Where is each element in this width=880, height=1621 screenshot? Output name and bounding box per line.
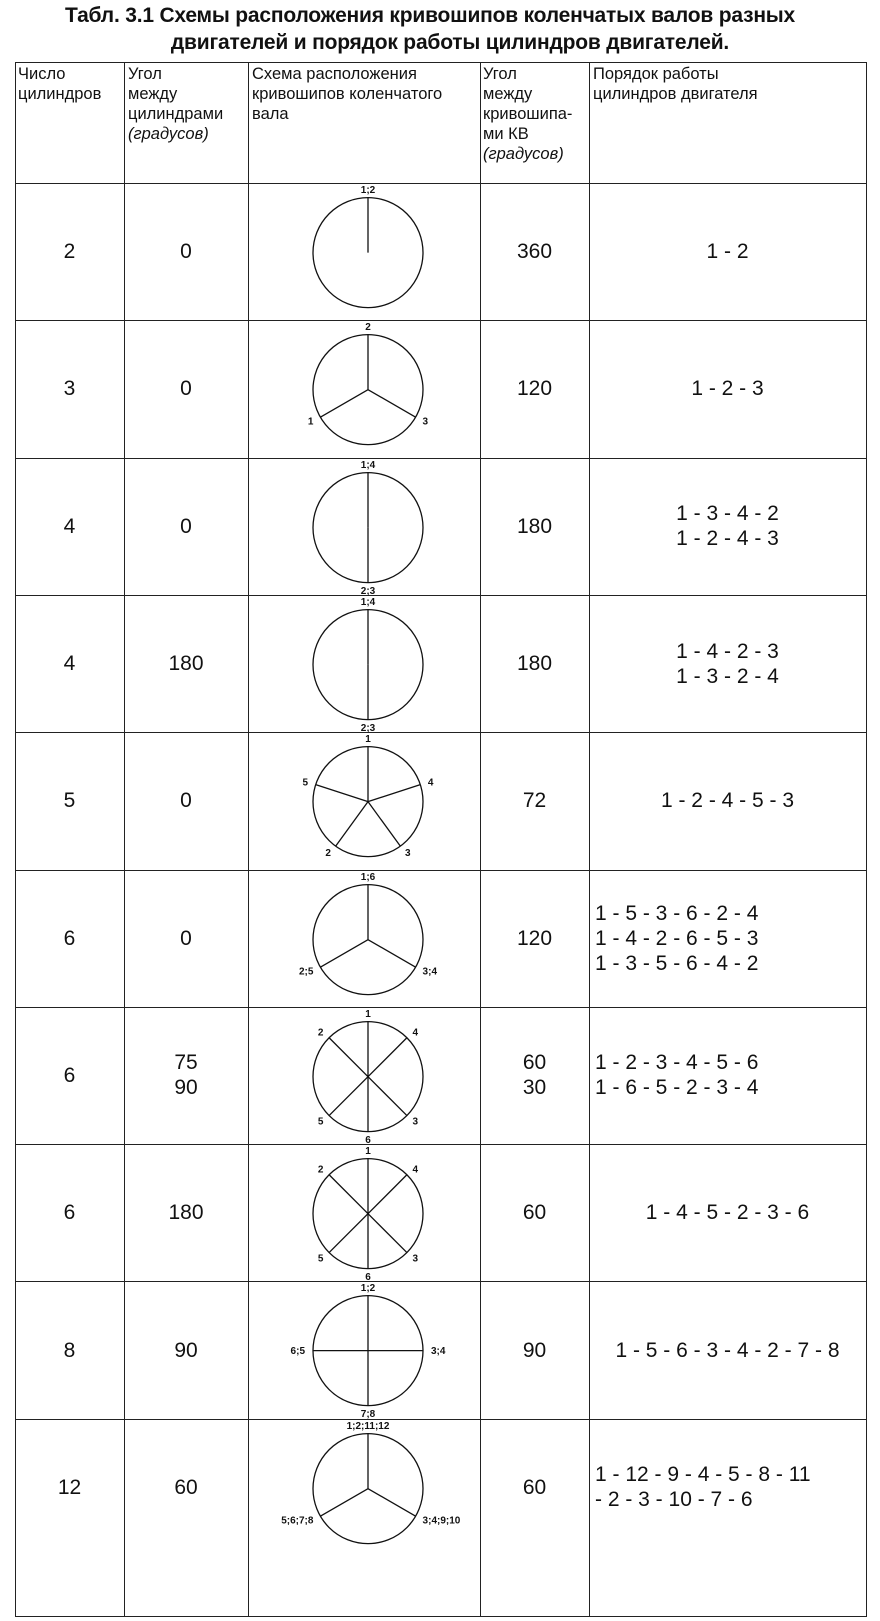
cylinder-angle-line: 180 — [168, 1201, 204, 1225]
cylinder-angle — [124, 595, 248, 732]
table-row — [15, 595, 867, 735]
crank-scheme-diagram — [248, 1007, 480, 1144]
crank-scheme — [248, 870, 480, 1007]
crank-scheme — [248, 1419, 480, 1556]
cylinder-angle-line: 0 — [180, 926, 192, 950]
crank-spoke — [368, 1175, 407, 1214]
crank-spoke — [336, 802, 368, 846]
firing-order — [589, 183, 866, 320]
crank-spoke — [329, 1214, 368, 1253]
crank-scheme-diagram — [248, 1281, 480, 1421]
crank-label: 2;5 — [298, 966, 314, 978]
cylinder-count: 8 — [63, 1338, 76, 1362]
cylinder-angle — [124, 320, 248, 457]
crank-angle-line: 120 — [516, 926, 553, 950]
crank-angle-line: 60 — [522, 1201, 547, 1225]
firing-order-line: 1 - 12 - 9 - 4 - 5 - 8 - 11 — [595, 1463, 811, 1487]
cylinder-angle — [124, 1144, 248, 1281]
crank-angle-line: 30 — [522, 1076, 547, 1100]
crank-angle-line: 180 — [516, 652, 553, 676]
crank-label: 1;6 — [360, 871, 376, 883]
crank-label: 5 — [302, 777, 309, 789]
table-row — [15, 183, 867, 320]
crank-angle — [480, 320, 589, 457]
crank-spoke — [329, 1076, 368, 1115]
header-crank-angle-unit: (градусов) — [483, 145, 564, 163]
crank-angle — [480, 1144, 589, 1281]
crank-scheme-diagram — [248, 870, 480, 1007]
crank-label: 3;4 — [422, 966, 438, 978]
crank-scheme — [248, 732, 480, 869]
cylinder-count: 6 — [63, 926, 76, 950]
crank-angle-line: 72 — [522, 789, 547, 813]
table-row — [15, 1419, 867, 1556]
firing-order-line: 1 - 2 - 4 - 3 — [676, 527, 779, 551]
crank-angle — [480, 183, 589, 320]
table-row — [15, 870, 867, 1007]
firing-order-line: 1 - 2 - 3 - 4 - 5 - 6 — [595, 1051, 759, 1075]
crank-spoke — [320, 939, 368, 967]
cylinder-count: 5 — [63, 789, 76, 813]
crank-scheme-diagram — [248, 1144, 480, 1284]
cylinder-angle-line: 0 — [180, 789, 192, 813]
cylinder-count: 4 — [63, 514, 76, 538]
firing-order — [589, 1281, 866, 1418]
crank-spoke — [368, 802, 400, 846]
crank-label: 7;8 — [360, 1409, 376, 1421]
table-border-bottom — [15, 1616, 867, 1617]
crank-label: 4 — [427, 777, 434, 789]
cylinder-angle-line: 0 — [180, 377, 192, 401]
firing-order-line: - 2 - 3 - 10 - 7 - 6 — [595, 1488, 753, 1512]
crank-label: 1;2 — [360, 1283, 376, 1295]
crank-spoke — [368, 1488, 416, 1516]
crank-spoke — [320, 390, 368, 418]
cylinder-angle — [124, 183, 248, 320]
crank-label: 4 — [412, 1164, 419, 1176]
crank-label: 6;5 — [290, 1346, 305, 1358]
crank-label: 3 — [412, 1253, 419, 1265]
crank-angle-line: 360 — [516, 240, 553, 264]
crank-label: 1 — [365, 1008, 371, 1020]
crank-label: 3;4 — [431, 1346, 446, 1358]
table-title-line-1: Табл. 3.1 Схемы расположения кривошипов коленчатых валов разных — [64, 4, 796, 27]
firing-order — [589, 595, 866, 732]
crank-angle — [480, 595, 589, 732]
crank-label: 1;4 — [360, 459, 376, 471]
firing-order-line: 1 - 3 - 4 - 2 — [676, 502, 779, 526]
firing-order — [589, 732, 866, 869]
crank-label: 3 — [405, 848, 411, 860]
crank-label: 3 — [422, 416, 429, 428]
firing-order-line: 1 - 4 - 2 - 6 - 5 - 3 — [595, 926, 759, 950]
crank-label: 5;6;7;8 — [281, 1515, 314, 1527]
cylinder-angle — [124, 732, 248, 869]
header-cylinder-angle-unit: (градусов) — [128, 125, 209, 143]
cylinder-count: 6 — [63, 1201, 76, 1225]
crank-label: 2 — [325, 848, 331, 860]
crank-label: 6 — [365, 1272, 371, 1284]
firing-order-line: 1 - 5 - 6 - 3 - 4 - 2 - 7 - 8 — [615, 1338, 840, 1362]
crank-scheme — [248, 1281, 480, 1421]
header-cylinder-angle: Угол между цилиндрами (градусов) — [128, 65, 224, 143]
crank-label: 5 — [317, 1116, 324, 1128]
cylinder-angle — [124, 1419, 248, 1556]
crank-spoke — [368, 1214, 407, 1253]
table-row — [15, 1281, 867, 1421]
firing-order-line: 1 - 5 - 3 - 6 - 2 - 4 — [595, 901, 759, 925]
cylinder-angle-line: 90 — [174, 1338, 198, 1362]
crank-scheme — [248, 1007, 480, 1144]
crank-label: 5 — [317, 1253, 324, 1265]
firing-order-line: 1 - 4 - 2 - 3 — [676, 639, 779, 663]
cylinder-angle-line: 90 — [174, 1076, 198, 1100]
crank-spoke — [368, 785, 420, 802]
crank-label: 2 — [317, 1027, 324, 1039]
cylinder-angle — [124, 1281, 248, 1418]
table-row — [15, 458, 867, 595]
crank-label: 1;2;11;12 — [346, 1420, 390, 1432]
crank-label: 2 — [317, 1164, 324, 1176]
firing-order-line: 1 - 2 - 4 - 5 - 3 — [660, 789, 795, 813]
crank-angle-line: 60 — [522, 1051, 547, 1075]
cylinder-angle-line: 60 — [174, 1475, 198, 1499]
crank-label: 1;2 — [360, 185, 376, 197]
header-firing-order: Порядок работы цилиндров двигателя — [593, 65, 758, 103]
crank-label: 3 — [412, 1116, 419, 1128]
crank-angle — [480, 1007, 589, 1144]
firing-order-line: 1 - 3 - 5 - 6 - 4 - 2 — [595, 951, 759, 975]
firing-order-line: 1 - 4 - 5 - 2 - 3 - 6 — [645, 1201, 810, 1225]
crank-scheme-diagram — [248, 732, 480, 869]
table-border-top — [15, 62, 867, 63]
cylinder-count: 3 — [63, 377, 76, 401]
crank-spoke — [329, 1175, 368, 1214]
table-row — [15, 1144, 867, 1284]
crank-spoke — [368, 390, 416, 418]
crank-label: 6 — [365, 1134, 371, 1146]
crankshaft-table — [15, 62, 867, 1617]
crank-label: 1 — [307, 416, 314, 428]
table-title — [0, 2, 860, 56]
table-row — [15, 1007, 867, 1144]
cylinder-count: 2 — [63, 240, 76, 264]
firing-order — [589, 870, 866, 1007]
crank-spoke — [320, 1488, 368, 1516]
crank-scheme — [248, 183, 480, 320]
crank-scheme — [248, 595, 480, 735]
cylinder-count: 6 — [63, 1063, 76, 1087]
crank-angle-line: 60 — [522, 1475, 547, 1499]
crank-scheme — [248, 1144, 480, 1284]
cylinder-angle — [124, 870, 248, 1007]
crank-scheme-diagram — [248, 183, 480, 320]
header-cylinders: Число цилиндров — [18, 65, 102, 103]
table-row — [15, 320, 867, 457]
crank-spoke — [368, 1038, 407, 1077]
firing-order-line: 1 - 6 - 5 - 2 - 3 - 4 — [595, 1076, 759, 1100]
cylinder-angle-line: 0 — [180, 514, 192, 538]
cylinder-count: 4 — [63, 652, 76, 676]
table-row — [15, 732, 867, 869]
crank-angle-line: 90 — [522, 1338, 547, 1362]
header-crank-angle: Угол между кривошипа- ми КВ (градусов) — [483, 65, 573, 163]
crank-scheme-diagram — [248, 458, 480, 595]
crank-spoke — [329, 1038, 368, 1077]
crank-label: 1;4 — [360, 597, 376, 609]
cylinder-angle — [124, 1007, 248, 1144]
crank-scheme — [248, 458, 480, 595]
crank-angle — [480, 1419, 589, 1556]
crank-label: 2 — [365, 322, 371, 334]
crank-spoke — [316, 785, 368, 802]
cylinder-angle-line: 0 — [180, 240, 192, 264]
crank-angle — [480, 732, 589, 869]
crank-angle-line: 180 — [516, 514, 553, 538]
firing-order — [589, 1419, 866, 1556]
firing-order — [589, 458, 866, 595]
firing-order-line: 1 - 2 - 3 — [691, 377, 764, 401]
crank-angle — [480, 1281, 589, 1418]
cylinder-count: 12 — [57, 1475, 82, 1499]
crank-scheme-diagram — [248, 320, 480, 457]
crank-spoke — [368, 939, 416, 967]
cylinder-angle — [124, 458, 248, 595]
crank-scheme — [248, 320, 480, 457]
crank-label: 1 — [365, 734, 371, 746]
crank-scheme-diagram — [248, 1419, 480, 1556]
firing-order — [589, 1144, 866, 1281]
table-title-line-2: двигателей и порядок работы цилиндров двигателей. — [170, 31, 730, 54]
firing-order-line: 1 - 2 — [706, 240, 749, 264]
header-crank-scheme: Схема расположения кривошипов коленчатого вала — [252, 65, 443, 123]
crank-angle-line: 120 — [516, 377, 553, 401]
firing-order-line: 1 - 3 - 2 - 4 — [676, 664, 779, 688]
crank-angle — [480, 870, 589, 1007]
crank-spoke — [368, 1076, 407, 1115]
firing-order — [589, 1007, 866, 1144]
firing-order — [589, 320, 866, 457]
crank-label: 3;4;9;10 — [422, 1515, 461, 1527]
crank-label: 2;3 — [360, 585, 376, 597]
crank-label: 1 — [365, 1146, 371, 1158]
cylinder-angle-line: 75 — [174, 1051, 198, 1075]
crank-angle — [480, 458, 589, 595]
cylinder-angle-line: 180 — [168, 652, 204, 676]
crank-scheme-diagram — [248, 595, 480, 735]
crank-label: 2;3 — [360, 723, 376, 735]
crank-label: 4 — [412, 1027, 419, 1039]
